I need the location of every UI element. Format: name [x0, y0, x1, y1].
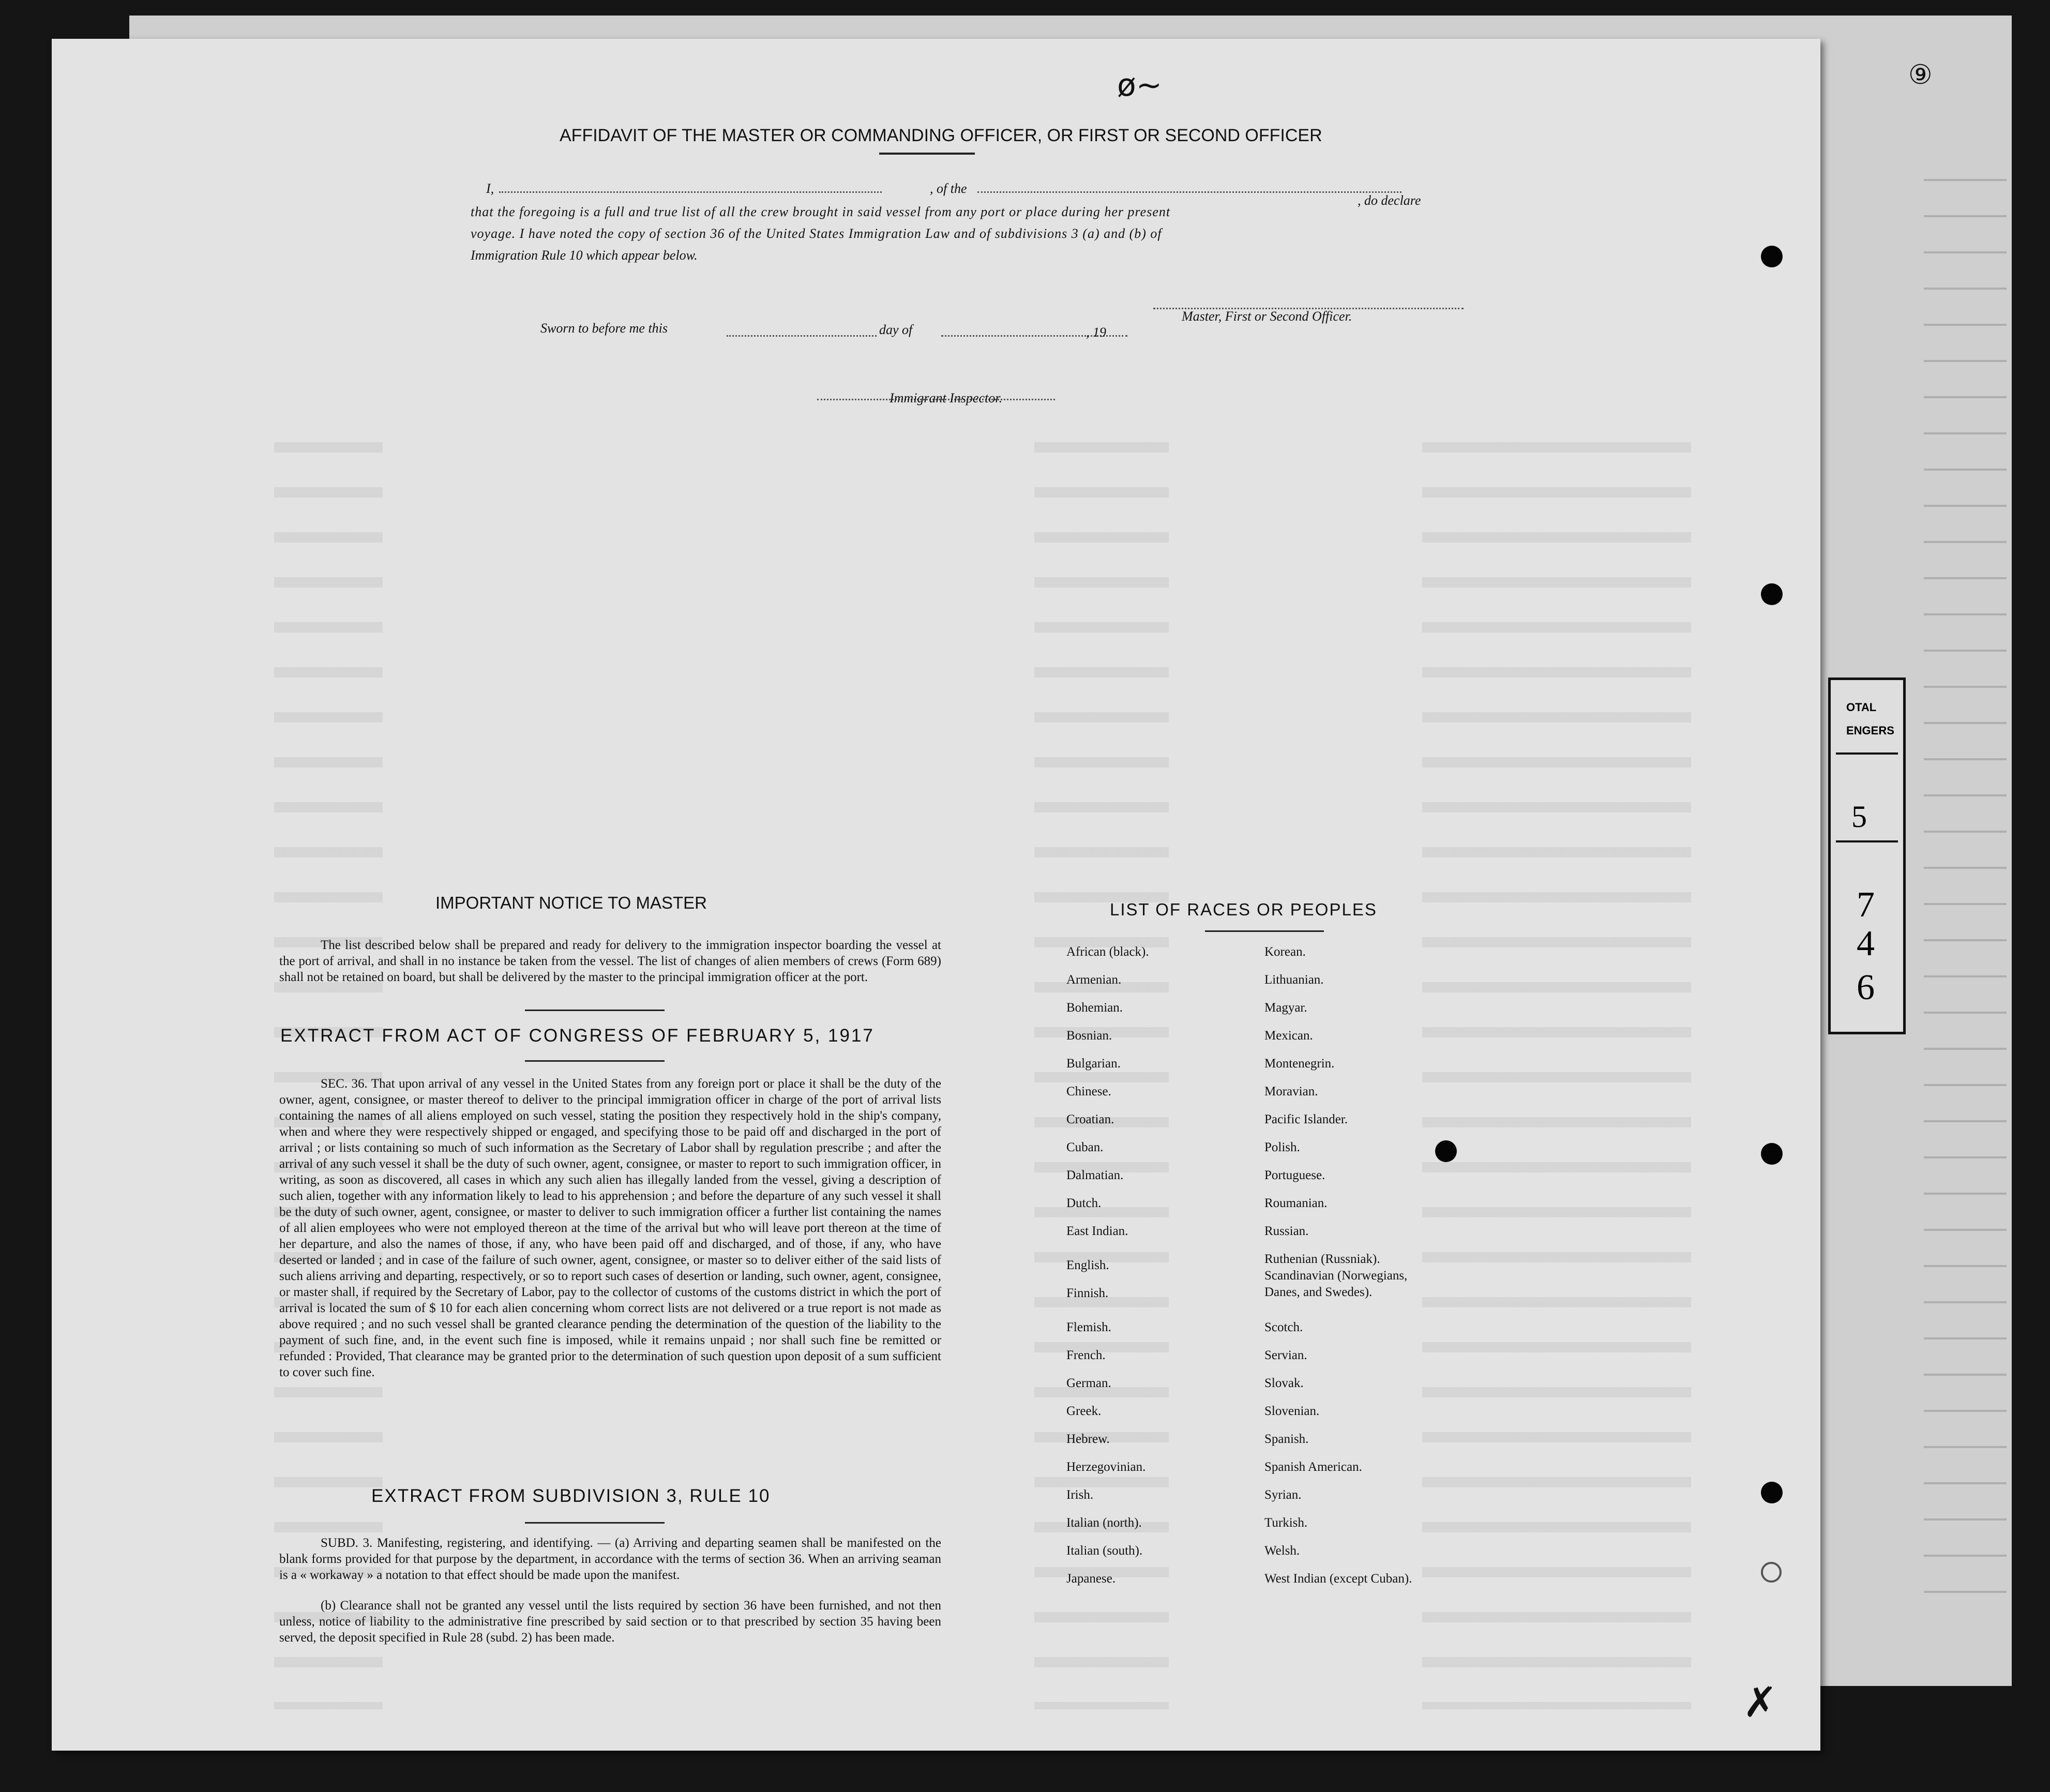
affidavit-line-3: voyage. I have noted the copy of section 36 of the United States Immigration Law and of subdivisions 3 (a) and (b) of	[471, 226, 1162, 241]
race-item: Slovak.	[1264, 1376, 1304, 1390]
race-item: English.	[1066, 1258, 1109, 1272]
affidavit-line-2: that the foregoing is a full and true list of all the crew brought in said vessel from any port or place during her present	[471, 204, 1171, 219]
race-item: Flemish.	[1066, 1320, 1111, 1334]
sworn-day-blank	[727, 335, 877, 337]
race-item: Scandinavian (Norwegians,	[1264, 1269, 1408, 1283]
title-underline	[879, 153, 975, 155]
name-blank	[499, 191, 882, 193]
pencil-mark: ø~	[1117, 67, 1162, 103]
race-item: Moravian.	[1264, 1085, 1318, 1098]
subdivision-3b-text: (b) Clearance shall not be granted any vessel until the lists required by section 36 have been furnished, and not then unless, notice of liability to the administrative fine prescribed by said section or to that prescribed by section 35 having been served, the deposit specified in Rule 28 (subd. 2) has been made.	[279, 1599, 941, 1645]
extract-rule-heading: EXTRACT FROM SUBDIVISION 3, RULE 10	[371, 1486, 771, 1506]
notice-heading: IMPORTANT NOTICE TO MASTER	[435, 893, 707, 912]
notice-divider	[525, 1010, 665, 1011]
immigrant-inspector-label: Immigrant Inspector.	[890, 390, 1003, 405]
tab-value: 4	[1857, 924, 1875, 963]
punch-hole	[1761, 1482, 1783, 1503]
race-item: Magyar.	[1264, 1001, 1307, 1015]
race-item: Korean.	[1264, 945, 1306, 959]
punch-hole	[1435, 1140, 1457, 1162]
race-item: Syrian.	[1264, 1488, 1302, 1502]
affidavit-title: AFFIDAVIT OF THE MASTER OR COMMANDING OFFICER, OR FIRST OR SECOND OFFICER	[560, 126, 1322, 145]
punch-hole	[1761, 246, 1783, 267]
tab-value: 5	[1851, 800, 1867, 834]
race-item: Italian (south).	[1066, 1544, 1143, 1558]
race-item: Danes, and Swedes).	[1264, 1285, 1373, 1299]
tab-value: 6	[1857, 968, 1875, 1007]
race-item: Lithuanian.	[1264, 973, 1324, 987]
tab-row	[1836, 752, 1898, 755]
vessel-blank	[977, 191, 1401, 193]
race-item: Bosnian.	[1066, 1029, 1112, 1043]
race-item: Montenegrin.	[1264, 1057, 1335, 1071]
race-item: West Indian (except Cuban).	[1264, 1572, 1412, 1586]
page-number-circle: ⑨	[1908, 59, 1933, 91]
race-item: Cuban.	[1066, 1140, 1104, 1154]
year-prefix: , 19	[1086, 325, 1106, 340]
total-passengers-tab	[1828, 677, 1906, 1034]
rule-divider	[525, 1522, 665, 1524]
race-item: Turkish.	[1264, 1516, 1308, 1530]
tab-label-2: ENGERS	[1846, 724, 1894, 737]
extract-act-heading: EXTRACT FROM ACT OF CONGRESS OF FEBRUARY 5, 1917	[280, 1026, 875, 1046]
race-item: Scotch.	[1264, 1320, 1303, 1334]
race-item: Italian (north).	[1066, 1516, 1142, 1530]
race-item: Chinese.	[1066, 1085, 1111, 1098]
punch-hole	[1761, 583, 1783, 605]
race-item: Polish.	[1264, 1140, 1300, 1154]
punch-hole	[1761, 1562, 1782, 1583]
sworn-label: Sworn to before me this	[540, 321, 668, 336]
day-of-label: day of	[879, 322, 913, 337]
race-item: Bulgarian.	[1066, 1057, 1121, 1071]
races-divider	[1205, 930, 1324, 932]
subdivision-3a-text: SUBD. 3. Manifesting, registering, and identifying. — (a) Arriving and departing seamen shall be manifested on the blank forms provided for that purpose by the department, in accordance with the terms of section 36. When an arriving seaman is a « workaway » a notation to that effect should be made upon the manifest.	[279, 1536, 941, 1582]
tab-label-1: OTAL	[1846, 701, 1877, 714]
race-item: Irish.	[1066, 1488, 1094, 1502]
notice-body: The list described below shall be prepared and ready for delivery to the immigration inspector boarding the vessel at the port of arrival, and shall in no instance be taken from the vessel. The list of changes of alien members of crews (Form 689) shall not be retained on board, but shall be delivered by the master to the principal immigration officer at the port.	[279, 938, 941, 984]
race-item: Bohemian.	[1066, 1001, 1123, 1015]
race-item: Slovenian.	[1264, 1404, 1320, 1418]
race-item: Portuguese.	[1264, 1168, 1325, 1182]
punch-hole	[1761, 1143, 1783, 1165]
races-heading: LIST OF RACES OR PEOPLES	[1110, 900, 1377, 919]
race-item: East Indian.	[1066, 1224, 1128, 1238]
affidavit-line-4: Immigration Rule 10 which appear below.	[471, 248, 698, 263]
tab-row	[1836, 840, 1898, 842]
bleed-through-text	[1422, 442, 1691, 1709]
master-signature-label: Master, First or Second Officer.	[1182, 309, 1352, 324]
race-item: Finnish.	[1066, 1286, 1109, 1300]
race-item: Dalmatian.	[1066, 1168, 1124, 1182]
race-item: Pacific Islander.	[1264, 1112, 1348, 1126]
race-item: Welsh.	[1264, 1544, 1300, 1558]
pencil-x-mark: ✗	[1743, 1678, 1778, 1726]
race-item: Dutch.	[1066, 1196, 1102, 1210]
tab-value: 7	[1857, 885, 1875, 925]
race-item: Spanish American.	[1264, 1460, 1362, 1474]
ruled-columns	[1924, 145, 2007, 1593]
affidavit-do-declare: , do declare	[1358, 193, 1421, 208]
act-divider	[525, 1060, 665, 1062]
race-item: Armenian.	[1066, 973, 1122, 987]
race-item: Russian.	[1264, 1224, 1309, 1238]
race-item: Ruthenian (Russniak).	[1264, 1252, 1380, 1266]
race-item: French.	[1066, 1348, 1106, 1362]
race-item: Hebrew.	[1066, 1432, 1110, 1446]
race-item: Herzegovinian.	[1066, 1460, 1146, 1474]
race-item: Greek.	[1066, 1404, 1102, 1418]
affidavit-i-label: I,	[486, 181, 494, 196]
race-item: African (black).	[1066, 945, 1149, 959]
race-item: Croatian.	[1066, 1112, 1114, 1126]
race-item: Roumanian.	[1264, 1196, 1328, 1210]
race-item: Spanish.	[1264, 1432, 1309, 1446]
section-36-text: SEC. 36. That upon arrival of any vessel in the United States from any foreign port or place it shall be the duty of the owner, agent, consignee, or master thereof to deliver to the principal immigration officer in charge of the port of arrival lists containing the names of all aliens employed on such vessel, stating the position they respectively hold in the ship's company, when and where they were respectively shipped or engaged, and specifying those to be paid off and discharged in the port of arrival ; or lists containing so much of such information as the Secretary of Labor shall by regulation prescribe ; and after the arrival of any such vessel it shall be the duty of such owner, agent, consignee, or master to report to such immigration officer, in writing, as soon as discovered, all cases in which any such alien has illegally landed from the vessel, giving a description of such alien, together with any information likely to lead to his apprehension ; and before the departure of any such vessel it shall be the duty of such owner, agent, consignee, or master to deliver to such immigration officer a further list containing the names of all alien employees who were not employed thereon at the time of the arrival but who will leave port thereon at the time of her departure, and also the names of those, if any, who have been paid off and discharged, and of those, if any, who have deserted or landed ; and in case of the failure of such owner, agent, consignee, or master so to deliver either of the said lists of such aliens arriving and departing, respectively, or so to report such cases of desertion or landing, such owner, agent, consignee, or master shall, if required by the Secretary of Labor, pay to the collector of customs of the customs district in which the port of arrival is located the sum of $ 10 for each alien concerning whom correct lists are not delivered or a true report is not made as above required ; and no such vessel shall be granted clearance pending the determination of the question of the liability to the payment of such fine, and, in the event such fine is imposed, while it remains unpaid ; nor shall such fine be remitted or refunded : Provided, That clearance may be granted prior to the determination of such question upon deposit of a sum sufficient to cover such fine.	[279, 1077, 941, 1379]
race-item: Servian.	[1264, 1348, 1307, 1362]
race-item: Mexican.	[1264, 1029, 1313, 1043]
affidavit-of-the-label: , of the	[930, 181, 967, 196]
race-item: German.	[1066, 1376, 1111, 1390]
race-item: Japanese.	[1066, 1572, 1116, 1586]
